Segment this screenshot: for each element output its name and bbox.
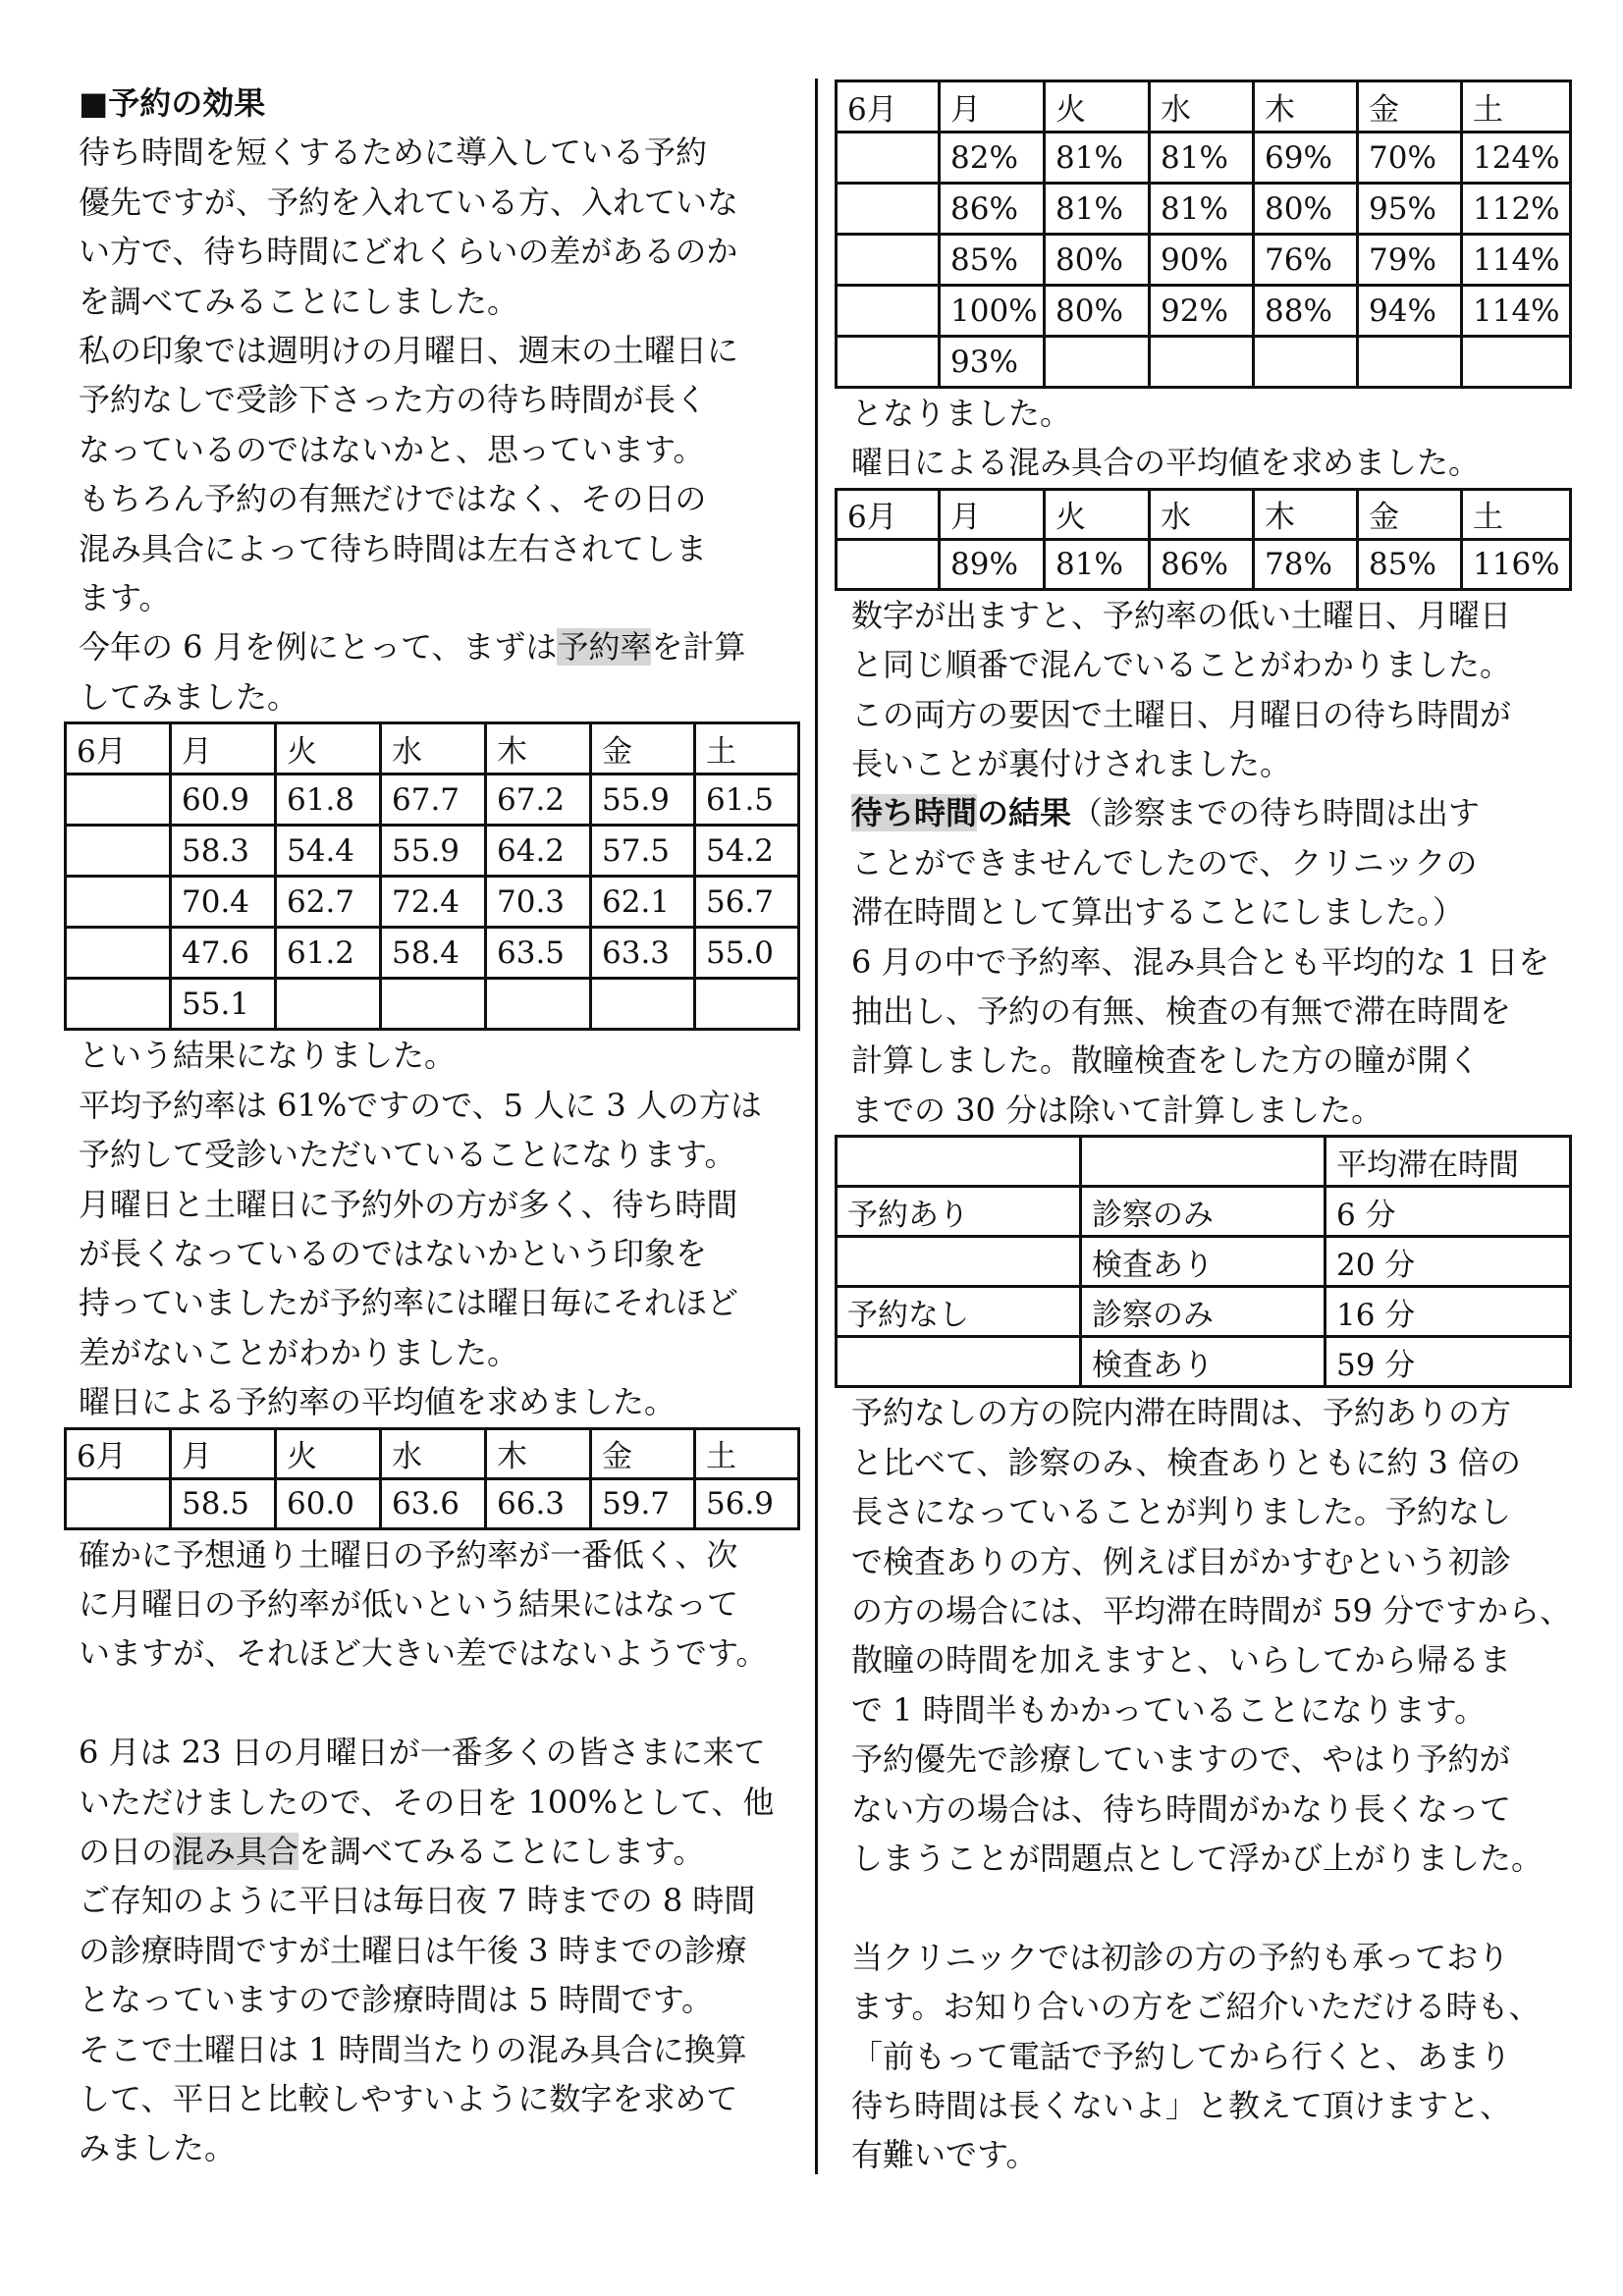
table-cell: 61.2 xyxy=(276,928,381,979)
table-cell xyxy=(1081,1137,1325,1187)
table-header-row xyxy=(837,489,1571,539)
table-cell: 61.8 xyxy=(276,774,381,826)
text-segment: 「前もって電話で予約してから行くと、あまり xyxy=(851,2037,1512,2075)
text-line xyxy=(79,1180,805,1229)
table-cell: 80% xyxy=(1254,184,1358,235)
text-line xyxy=(79,474,805,523)
table-cell: 木 xyxy=(1254,81,1358,133)
table-row xyxy=(66,928,799,979)
text-line xyxy=(79,1031,805,1080)
table-cell: 水 xyxy=(381,723,486,774)
table-cell: 62.1 xyxy=(591,877,695,928)
table-cell: 88% xyxy=(1254,286,1358,337)
stay-time-table xyxy=(835,1135,1572,1388)
text-line xyxy=(851,2130,1607,2179)
text-line xyxy=(79,1679,805,1728)
text-segment: しまうことが問題点として浮かび上がりました。 xyxy=(851,1839,1543,1877)
table-cell: 112% xyxy=(1462,184,1571,235)
table-cell: 81% xyxy=(1150,184,1254,235)
text-segment: みました。 xyxy=(79,2129,237,2167)
table-cell: 金 xyxy=(1358,489,1462,539)
crowding-table xyxy=(835,80,1572,389)
table-cell: 47.6 xyxy=(171,928,276,979)
table-row xyxy=(66,1478,799,1528)
table-cell: 80% xyxy=(1045,235,1150,286)
text-segment: 長いことが裏付けされました。 xyxy=(851,745,1292,783)
highlighted-term: 混み具合 xyxy=(173,1832,299,1870)
table-cell: 火 xyxy=(276,1428,381,1478)
text-segment: 待ち時間は長くないよ」と教えて頂けますと、 xyxy=(851,2086,1512,2124)
table-cell: 土 xyxy=(695,723,799,774)
text-line xyxy=(851,640,1607,689)
text-line xyxy=(79,79,805,128)
table-cell: 72.4 xyxy=(381,877,486,928)
text-segment: 月曜日と土曜日に予約外の方が多く、待ち時間 xyxy=(79,1185,738,1223)
table-cell: 56.7 xyxy=(695,877,799,928)
text-segment: となりました。 xyxy=(851,395,1072,432)
text-segment: を調べてみることにしました。 xyxy=(79,282,519,320)
left-column xyxy=(79,79,805,2173)
text-segment: いただけましたので、その日を 100%として、他 xyxy=(79,1783,775,1821)
table-cell: 16 分 xyxy=(1325,1287,1571,1337)
text-segment: もちろん予約の有無だけではなく、その日の xyxy=(79,480,707,518)
text-segment: 予約なしの方の院内滞在時間は、予約ありの方 xyxy=(851,1394,1512,1432)
table-header-row xyxy=(837,81,1571,133)
table-cell: 55.9 xyxy=(381,826,486,877)
table-cell xyxy=(66,774,171,826)
table-cell: 67.2 xyxy=(486,774,591,826)
table-cell: 62.7 xyxy=(276,877,381,928)
table-cell: 57.5 xyxy=(591,826,695,877)
text-line xyxy=(79,1377,805,1426)
text-segment: という結果になりました。 xyxy=(79,1037,457,1075)
text-segment: に月曜日の予約率が低いという結果にはなって xyxy=(79,1584,739,1623)
table-row xyxy=(837,184,1571,235)
table-cell: 92% xyxy=(1150,286,1254,337)
table-cell: 56.9 xyxy=(695,1478,799,1528)
text-line xyxy=(851,937,1607,987)
text-line xyxy=(851,438,1607,487)
table-cell xyxy=(837,337,940,388)
text-segment: 数字が出ますと、予約率の低い土曜日、月曜日 xyxy=(851,596,1512,634)
text-segment: で 1 時間半もかかっていることになります。 xyxy=(851,1690,1487,1729)
text-line xyxy=(79,1926,805,1975)
table-cell xyxy=(837,1337,1081,1387)
text-segment: 差がないことがわかりました。 xyxy=(79,1333,519,1371)
table-cell: 水 xyxy=(381,1428,486,1478)
text-line xyxy=(79,672,805,721)
text-segment: 曜日による予約率の平均値を求めました。 xyxy=(79,1383,676,1421)
table-cell: 6月 xyxy=(837,81,940,133)
table-cell: 6 分 xyxy=(1325,1187,1571,1237)
text-line xyxy=(79,2025,805,2074)
text-line xyxy=(79,1530,805,1579)
table-cell: 124% xyxy=(1462,133,1571,184)
table-cell: 66.3 xyxy=(486,1478,591,1528)
table-cell: 55.0 xyxy=(695,928,799,979)
text-line xyxy=(79,2074,805,2123)
table-cell: 土 xyxy=(695,1428,799,1478)
table-cell: 85% xyxy=(940,235,1045,286)
table-cell: 63.5 xyxy=(486,928,591,979)
table-row xyxy=(837,1237,1571,1287)
table-cell: 6月 xyxy=(66,723,171,774)
text-segment: いますが、それほど大きい差ではないようです。 xyxy=(79,1634,768,1673)
table-cell xyxy=(837,539,940,589)
table-cell xyxy=(486,979,591,1030)
text-line xyxy=(851,1586,1607,1635)
table-cell: 70.4 xyxy=(171,877,276,928)
text-line xyxy=(851,987,1607,1036)
text-line xyxy=(79,326,805,375)
table-cell xyxy=(1358,337,1462,388)
text-segment: してみました。 xyxy=(79,677,299,716)
table-cell: 63.3 xyxy=(591,928,695,979)
table-cell: 月 xyxy=(171,1428,276,1478)
table-cell: 土 xyxy=(1462,489,1571,539)
table-cell: 58.4 xyxy=(381,928,486,979)
table-cell: 116% xyxy=(1462,539,1571,589)
text-segment: この両方の要因で土曜日、月曜日の待ち時間が xyxy=(851,695,1512,733)
table-cell: 月 xyxy=(940,489,1045,539)
text-line xyxy=(851,591,1607,640)
text-line xyxy=(851,1685,1607,1735)
table-cell: 54.2 xyxy=(695,826,799,877)
text-line xyxy=(851,1537,1607,1586)
table-cell xyxy=(695,979,799,1030)
text-segment: なっているのではないかと、思っています。 xyxy=(79,430,705,468)
text-line xyxy=(851,788,1607,837)
table-cell: 61.5 xyxy=(695,774,799,826)
text-line xyxy=(851,1438,1607,1487)
text-segment: 6 月の中で予約率、混み具合とも平均的な 1 日を xyxy=(851,942,1550,981)
text-line xyxy=(851,690,1607,739)
text-line xyxy=(851,1982,1607,2031)
table-cell: 63.6 xyxy=(381,1478,486,1528)
text-line xyxy=(79,1975,805,2024)
table-cell: 95% xyxy=(1358,184,1462,235)
text-line xyxy=(851,739,1607,788)
table-cell: 6月 xyxy=(66,1428,171,1478)
text-segment: を調べてみることにします。 xyxy=(298,1832,705,1870)
table-cell xyxy=(837,235,940,286)
table-cell: 6月 xyxy=(837,489,940,539)
text-segment: の日の xyxy=(79,1832,174,1870)
table-row xyxy=(837,1287,1571,1337)
table-cell: 予約あり xyxy=(837,1187,1081,1237)
column-divider xyxy=(815,79,818,2174)
text-line xyxy=(79,1081,805,1130)
table-cell: 58.5 xyxy=(171,1478,276,1528)
table-cell: 金 xyxy=(591,1428,695,1478)
text-line xyxy=(851,1883,1607,1932)
text-segment: ご存知のように平日は毎日夜 7 時までの 8 時間 xyxy=(79,1882,756,1920)
table-row xyxy=(837,286,1571,337)
text-line xyxy=(79,178,805,227)
text-segment: して、平日と比較しやすいように数字を求めて xyxy=(79,2079,738,2117)
text-segment: の診療時間ですが土曜日は午後 3 時までの診療 xyxy=(79,1931,747,1969)
table-row xyxy=(837,1337,1571,1387)
text-line xyxy=(79,277,805,326)
table-cell: 81% xyxy=(1045,184,1150,235)
text-segment: 予約して受診いただいていることになります。 xyxy=(79,1136,736,1174)
table-cell xyxy=(276,979,381,1030)
table-header-row xyxy=(66,723,799,774)
table-cell: 86% xyxy=(940,184,1045,235)
text-segment: そこで土曜日は 1 時間当たりの混み具合に換算 xyxy=(79,2030,747,2068)
text-segment: ます。お知り合いの方をご紹介いただける時も、 xyxy=(851,1988,1541,2026)
text-line xyxy=(79,1728,805,1777)
reservation-rate-summary xyxy=(79,1031,805,1426)
table-cell: 70.3 xyxy=(486,877,591,928)
table-cell: 火 xyxy=(1045,81,1150,133)
table-cell: 金 xyxy=(1358,81,1462,133)
table-cell: 59 分 xyxy=(1325,1337,1571,1387)
table-row xyxy=(837,539,1571,589)
table-cell xyxy=(1254,337,1358,388)
text-line xyxy=(851,1933,1607,1982)
table-cell xyxy=(837,1137,1081,1187)
text-segment: 有難いです。 xyxy=(851,2136,1038,2174)
text-line xyxy=(79,1229,805,1278)
table-cell: 76% xyxy=(1254,235,1358,286)
text-segment: となっていますので診療時間は 5 時間です。 xyxy=(79,1981,714,2019)
text-segment: 今年の 6 月を例にとって、まずは xyxy=(79,628,558,667)
text-segment: 当クリニックでは初診の方の予約も承っており xyxy=(851,1938,1510,1976)
text-segment: と同じ順番で混んでいることがわかりました。 xyxy=(851,646,1512,684)
table-cell: 89% xyxy=(940,539,1045,589)
text-segment: 混み具合によって待ち時間は左右されてしま xyxy=(79,529,708,567)
reservation-rate-average-table xyxy=(64,1427,800,1530)
text-line xyxy=(851,887,1607,936)
text-segment: 曜日による混み具合の平均値を求めました。 xyxy=(851,444,1481,482)
table-cell xyxy=(591,979,695,1030)
table-cell: 114% xyxy=(1462,235,1571,286)
text-line xyxy=(851,838,1607,887)
crowding-average-table xyxy=(835,488,1572,591)
table-cell xyxy=(66,928,171,979)
table-cell: 火 xyxy=(276,723,381,774)
text-line xyxy=(851,1086,1607,1135)
table-cell: 80% xyxy=(1045,286,1150,337)
table-cell: 58.3 xyxy=(171,826,276,877)
table-header-row xyxy=(837,1137,1571,1187)
table-cell xyxy=(66,877,171,928)
conclusion-text xyxy=(851,1388,1607,2179)
table-cell: 90% xyxy=(1150,235,1254,286)
text-line xyxy=(79,2123,805,2172)
text-line xyxy=(851,1487,1607,1536)
table-cell: 月 xyxy=(940,81,1045,133)
text-segment: が長くなっているのではないかという印象を xyxy=(79,1234,708,1272)
text-line xyxy=(79,1876,805,1925)
text-segment: 6 月は 23 日の月曜日が一番多くの皆さまに来て xyxy=(79,1734,766,1772)
text-segment: 散瞳の時間を加えますと、いらしてから帰るま xyxy=(851,1641,1512,1680)
table-cell: 54.4 xyxy=(276,826,381,877)
table-cell: 93% xyxy=(940,337,1045,388)
table-cell: 60.9 xyxy=(171,774,276,826)
table-cell: 木 xyxy=(1254,489,1358,539)
table-cell: 67.7 xyxy=(381,774,486,826)
table-cell xyxy=(837,286,940,337)
text-segment: 優先ですが、予約を入れている方、入れていな xyxy=(79,183,739,221)
text-line xyxy=(79,1778,805,1827)
text-line xyxy=(79,1629,805,1678)
text-segment: を計算 xyxy=(651,628,746,667)
table-cell: 55.1 xyxy=(171,979,276,1030)
table-cell: 86% xyxy=(1150,539,1254,589)
table-cell: 木 xyxy=(486,1428,591,1478)
table-cell xyxy=(837,1237,1081,1287)
table-row xyxy=(66,826,799,877)
table-cell: 64.2 xyxy=(486,826,591,877)
table-cell: 検査あり xyxy=(1081,1237,1325,1287)
text-segment: 滞在時間として算出することにしました。） xyxy=(851,893,1465,932)
text-segment: ことができませんでしたので、クリニックの xyxy=(851,843,1478,881)
text-segment: で検査ありの方、例えば目がかすむという初診 xyxy=(851,1542,1512,1580)
table-cell: 水 xyxy=(1150,489,1254,539)
text-segment: ない方の場合は、待ち時間がかなり長くなって xyxy=(851,1789,1512,1828)
heading-text: の結果 xyxy=(977,794,1072,832)
table-cell xyxy=(381,979,486,1030)
text-line xyxy=(851,2032,1607,2081)
text-line xyxy=(851,1735,1607,1784)
text-line xyxy=(851,1834,1607,1883)
table-header-row xyxy=(66,1428,799,1478)
crowding-intro-text xyxy=(79,1530,805,2173)
text-line xyxy=(79,425,805,474)
table-cell: 100% xyxy=(940,286,1045,337)
table-cell xyxy=(837,184,940,235)
table-cell xyxy=(1462,337,1571,388)
table-cell: 59.7 xyxy=(591,1478,695,1528)
text-line xyxy=(79,227,805,276)
text-line xyxy=(79,1130,805,1179)
crowding-summary xyxy=(851,389,1607,488)
table-cell: 69% xyxy=(1254,133,1358,184)
text-segment: の方の場合には、平均滞在時間が 59 分ですから、 xyxy=(851,1591,1572,1629)
text-line xyxy=(79,128,805,177)
text-line xyxy=(851,1036,1607,1085)
text-segment: 確かに予想通り土曜日の予約率が一番低く、次 xyxy=(79,1535,738,1574)
text-line xyxy=(851,1785,1607,1834)
table-row xyxy=(66,979,799,1030)
text-line xyxy=(79,1328,805,1377)
table-cell xyxy=(1045,337,1150,388)
table-cell: 水 xyxy=(1150,81,1254,133)
table-cell: 94% xyxy=(1358,286,1462,337)
table-cell: 70% xyxy=(1358,133,1462,184)
table-cell: 月 xyxy=(171,723,276,774)
table-cell: 土 xyxy=(1462,81,1571,133)
text-segment: （診察までの待ち時間は出す xyxy=(1071,794,1481,832)
text-segment: 待ち時間を短くするために導入している予約 xyxy=(79,133,708,172)
reservation-rate-table xyxy=(64,721,800,1031)
text-line xyxy=(79,1579,805,1629)
table-row xyxy=(837,235,1571,286)
text-line xyxy=(79,573,805,622)
table-row xyxy=(837,133,1571,184)
text-line xyxy=(851,389,1607,438)
table-row xyxy=(837,337,1571,388)
table-cell: 81% xyxy=(1045,133,1150,184)
text-line xyxy=(79,524,805,573)
text-line xyxy=(79,1827,805,1876)
table-row xyxy=(66,877,799,928)
table-cell: 平均滞在時間 xyxy=(1325,1137,1571,1187)
right-column xyxy=(847,80,1607,2180)
table-cell: 予約なし xyxy=(837,1287,1081,1337)
heading-text: ■予約の効果 xyxy=(79,84,266,122)
table-cell: 木 xyxy=(486,723,591,774)
text-segment: 私の印象では週明けの月曜日、週末の土曜日に xyxy=(79,332,739,370)
table-cell: 78% xyxy=(1254,539,1358,589)
table-cell: 114% xyxy=(1462,286,1571,337)
text-segment: 計算しました。散瞳検査をした方の瞳が開く xyxy=(851,1041,1481,1080)
table-cell: 火 xyxy=(1045,489,1150,539)
text-segment: 長さになっていることが判りました。予約なし xyxy=(851,1493,1512,1531)
text-segment: 持っていましたが予約率には曜日毎にそれほど xyxy=(79,1284,739,1322)
table-cell: 金 xyxy=(591,723,695,774)
highlighted-term: 予約率 xyxy=(557,628,652,667)
text-line xyxy=(851,1635,1607,1684)
table-cell xyxy=(66,826,171,877)
table-cell: 81% xyxy=(1150,133,1254,184)
table-cell: 85% xyxy=(1358,539,1462,589)
text-line xyxy=(851,2081,1607,2130)
text-segment: 予約なしで受診下さった方の待ち時間が長く xyxy=(79,381,708,419)
table-cell: 60.0 xyxy=(276,1478,381,1528)
table-cell xyxy=(1150,337,1254,388)
table-cell: 診察のみ xyxy=(1081,1287,1325,1337)
intro-text xyxy=(79,79,805,721)
text-segment: 予約優先で診療していますので、やはり予約が xyxy=(851,1740,1511,1779)
highlighted-term: 待ち時間 xyxy=(851,794,978,832)
table-cell: 82% xyxy=(940,133,1045,184)
table-row xyxy=(66,774,799,826)
text-segment: までの 30 分は除いて計算しました。 xyxy=(851,1091,1383,1129)
table-cell xyxy=(66,979,171,1030)
text-segment: 平均予約率は 61%ですので、5 人に 3 人の方は xyxy=(79,1086,762,1124)
text-line xyxy=(851,1388,1607,1437)
text-segment: と比べて、診察のみ、検査ありともに約 3 倍の xyxy=(851,1443,1521,1481)
table-cell: 79% xyxy=(1358,235,1462,286)
table-row xyxy=(837,1187,1571,1237)
table-cell: 81% xyxy=(1045,539,1150,589)
table-cell: 20 分 xyxy=(1325,1237,1571,1287)
text-segment: い方で、待ち時間にどれくらいの差があるのか xyxy=(79,233,738,271)
text-line xyxy=(79,375,805,424)
text-segment: ます。 xyxy=(79,579,171,617)
text-line xyxy=(79,622,805,671)
table-cell xyxy=(837,133,940,184)
text-segment: 抽出し、予約の有無、検査の有無で滞在時間を xyxy=(851,992,1512,1031)
text-line xyxy=(79,1278,805,1327)
waiting-time-results-text xyxy=(851,591,1607,1135)
table-cell: 検査あり xyxy=(1081,1337,1325,1387)
table-cell: 診察のみ xyxy=(1081,1187,1325,1237)
table-cell: 55.9 xyxy=(591,774,695,826)
table-cell xyxy=(66,1478,171,1528)
